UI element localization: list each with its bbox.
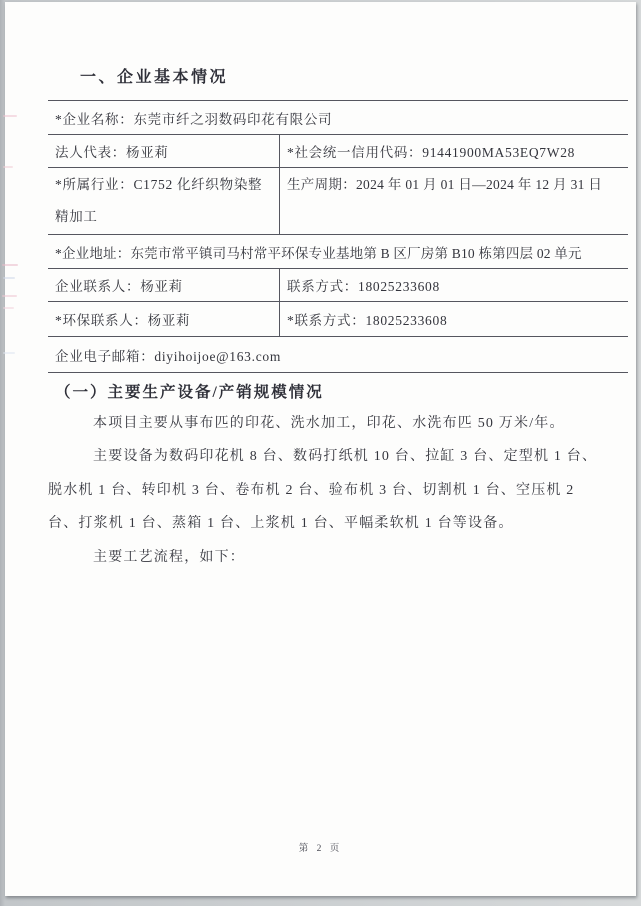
table-cell: 法人代表：杨亚莉 — [48, 135, 280, 167]
document-page — [5, 2, 636, 896]
table-cell: 联系方式：18025233608 — [287, 279, 440, 294]
scan-artifact — [3, 277, 15, 279]
table-row — [48, 168, 628, 235]
table-cell: *所属行业：C1752 化纤织物染整精加工 — [48, 168, 280, 234]
scan-artifact — [2, 295, 17, 297]
subsection-title: （一）主要生产设备/产销规模情况 — [55, 384, 324, 401]
footer-page-number: 第 2 页 — [298, 844, 343, 854]
table-row — [48, 269, 628, 302]
table-row — [48, 235, 628, 269]
scan-artifact — [3, 115, 17, 117]
body-line: 本项目主要从事布匹的印花、洗水加工，印花、水洗布匹 50 万米/年。 — [93, 416, 565, 431]
table-row — [48, 101, 628, 135]
scan-artifact — [2, 264, 18, 266]
body-line: 台、打浆机 1 台、蒸箱 1 台、上浆机 1 台、平幅柔软机 1 台等设备。 — [48, 516, 514, 532]
enterprise-info-table — [48, 100, 628, 373]
section-title: 一、企业基本情况 — [80, 69, 229, 86]
table-cell: 企业联系人：杨亚莉 — [48, 269, 280, 301]
table-row — [48, 135, 628, 168]
body-line: 主要设备为数码印花机 8 台、数码打纸机 10 台、拉缸 3 台、定型机 1 台、 — [93, 449, 598, 465]
body-line: 主要工艺流程，如下： — [93, 549, 245, 565]
table-cell: *环保联系人：杨亚莉 — [48, 302, 280, 336]
body-paragraphs — [48, 407, 630, 574]
scan-artifact — [3, 307, 14, 309]
table-cell: 企业电子邮箱：diyihoijoe@163.com — [55, 348, 282, 364]
table-row — [48, 302, 628, 337]
table-cell: *企业地址：东莞市常平镇司马村常平环保专业基地第 B 区厂房第 B10 栋第四层 02 单元 — [55, 245, 582, 261]
scan-artifact — [3, 166, 13, 168]
table-cell: 生产周期：2024 年 01 月 01 日—2024 年 12 月 31 日 — [287, 177, 603, 192]
body-line: 脱水机 1 台、转印机 3 台、卷布机 2 台、验布机 3 台、切割机 1 台、空压机 2 — [48, 482, 575, 498]
table-row — [48, 337, 628, 373]
scan-artifact — [3, 352, 15, 354]
table-cell: *企业名称：东莞市纤之羽数码印花有限公司 — [55, 111, 333, 127]
table-cell: *联系方式：18025233608 — [287, 313, 448, 328]
table-cell: *社会统一信用代码：91441900MA53EQ7W28 — [287, 145, 576, 160]
